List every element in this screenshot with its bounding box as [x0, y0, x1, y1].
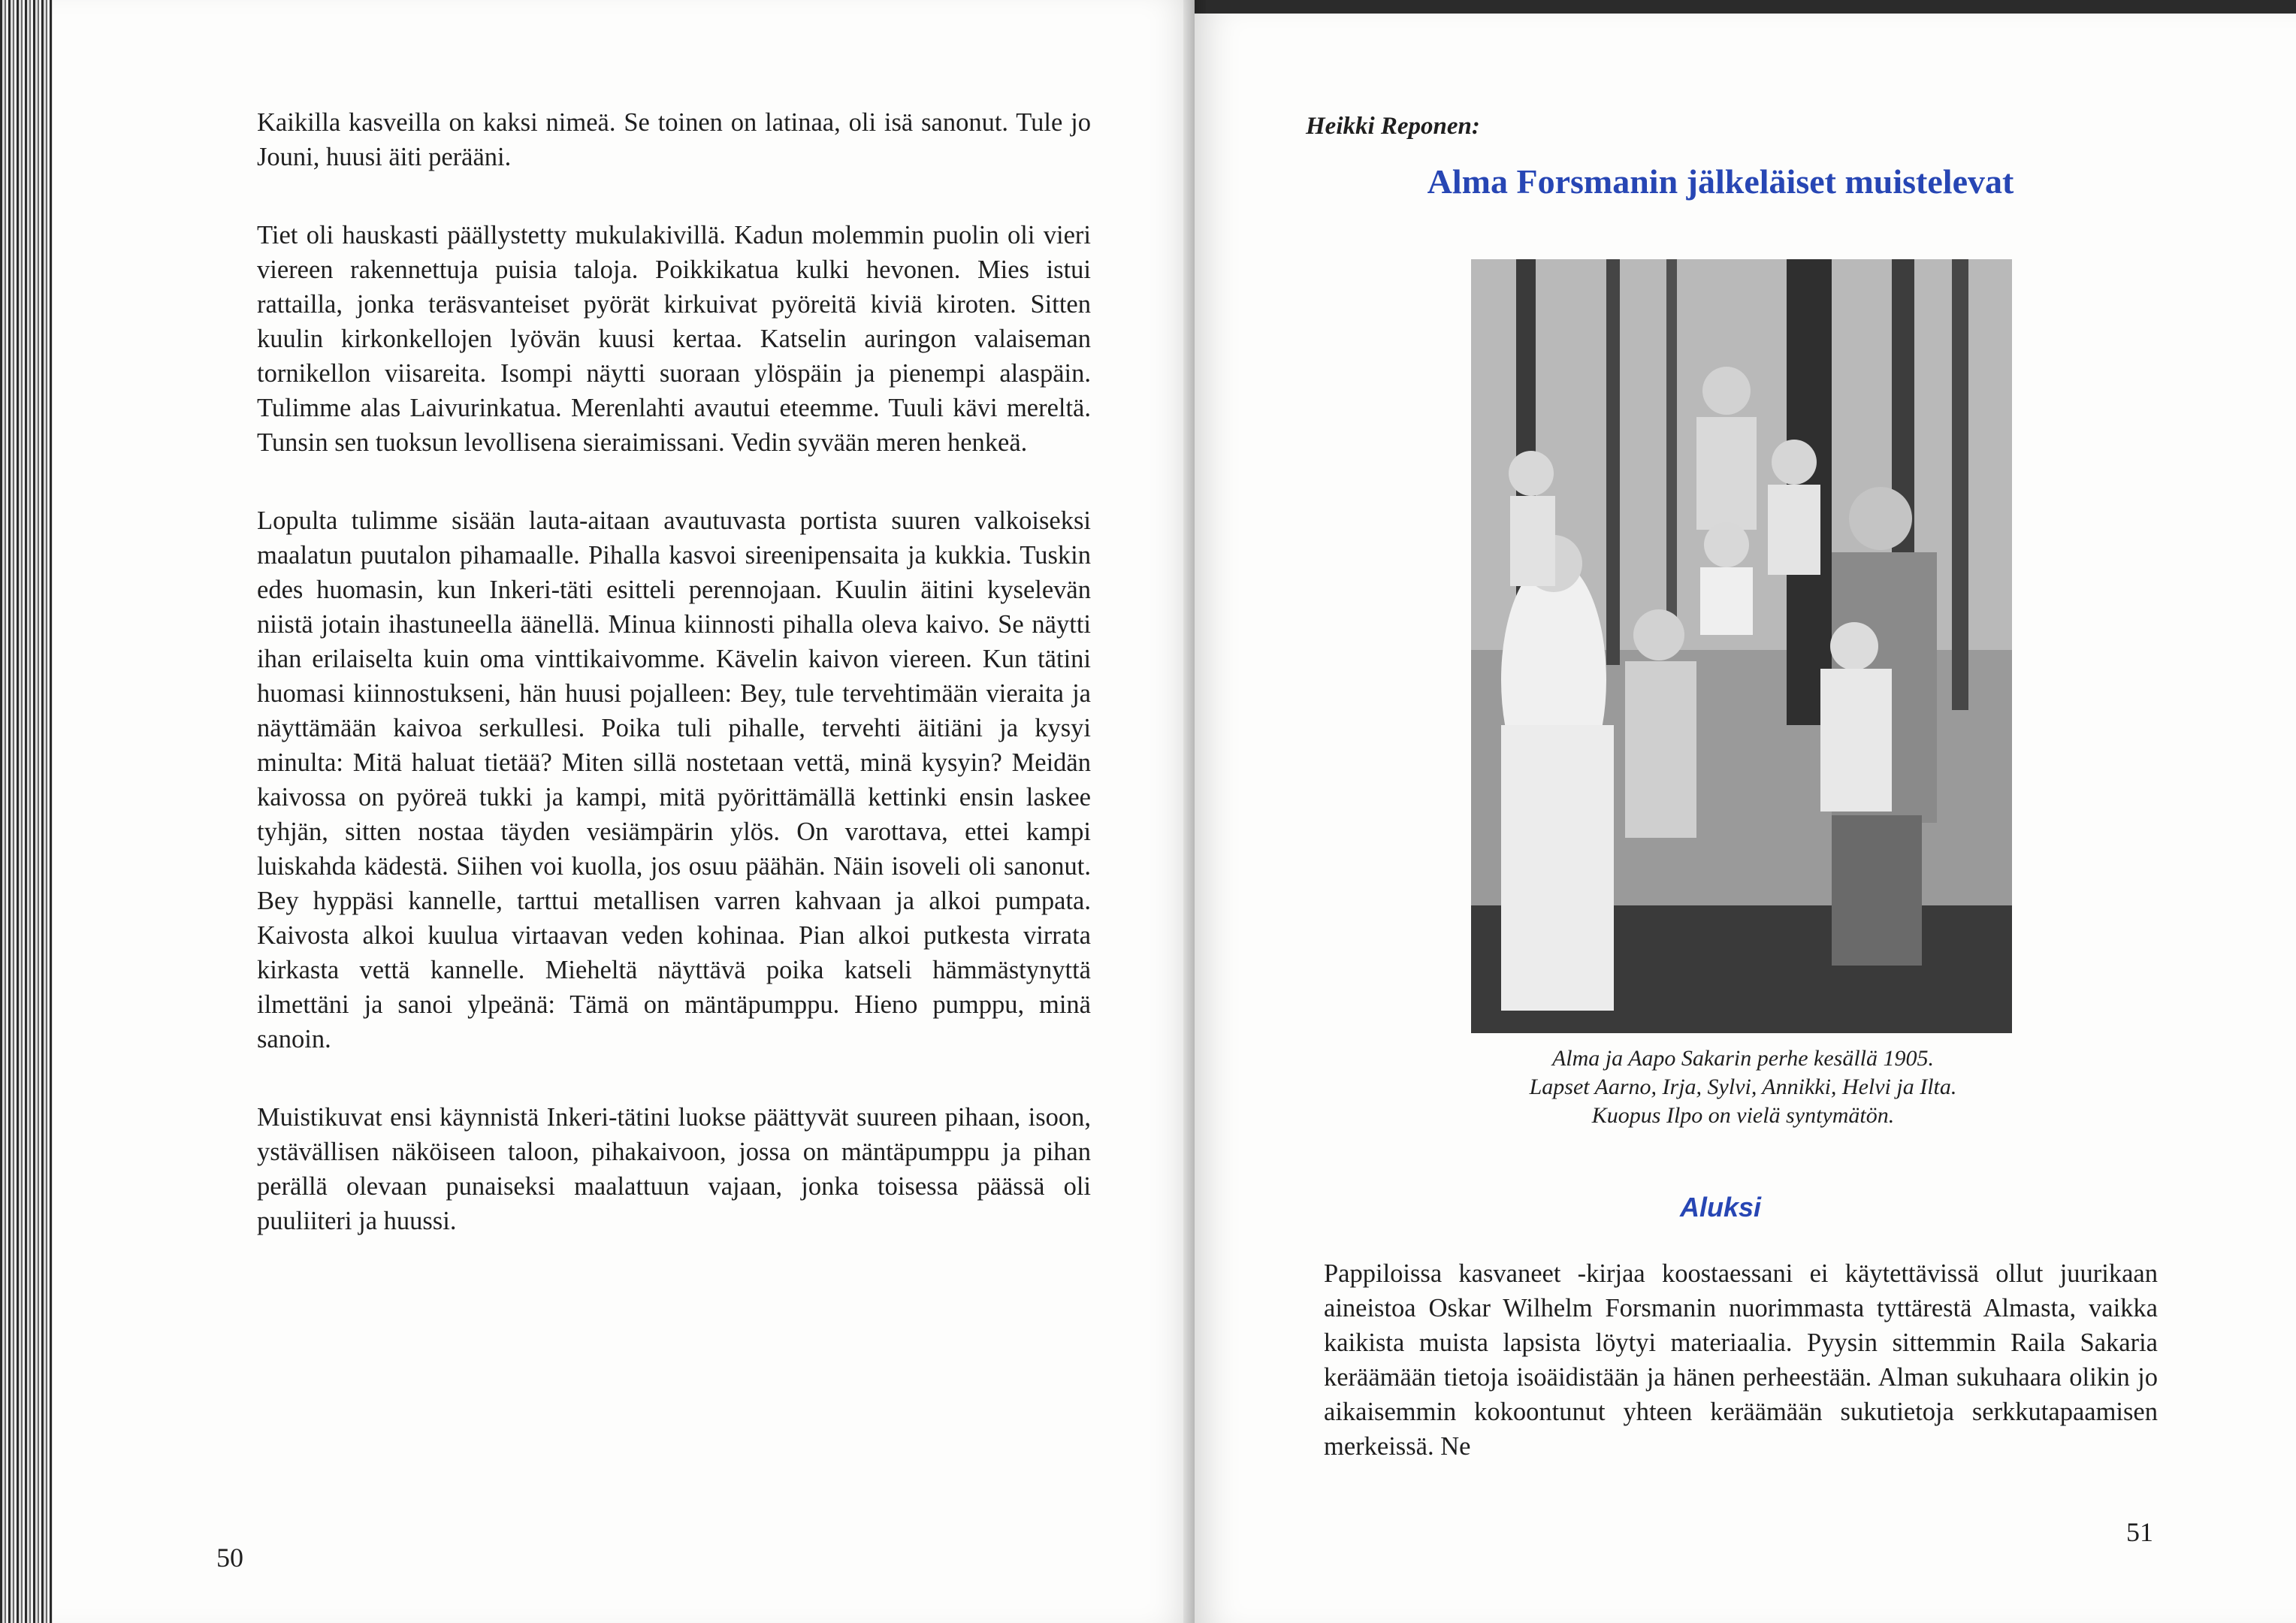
page-number-right: 51 [2126, 1517, 2153, 1547]
chapter-title: Alma Forsmanin jälkeläiset muistelevat [1427, 162, 2014, 201]
scan-edge [1157, 0, 2296, 14]
left-page [53, 0, 1195, 1623]
paragraph: Tiet oli hauskasti päällystetty mukulakivillä. Kadun molemmin puolin oli vieri viereen rakennettuja puisia taloja. Poikkikatua kulki hevonen. Mies istui rattailla, jonka teräsvanteiset pyörät kirkuivat pyöreitä kiviä kiroten. Sitten kuulin kirkonkellojen lyövän kuusi kertaa. Katselin auringon valaiseman tornikellon viisareita. Isompi näytti suoraan ylöspäin ja pienempi alaspäin. Tulimme alas Laivurinkatua. Merenlahti avautui eteemme. Tuuli kävi mereltä. Tunsin sen tuoksun levollisena sieraimissani. Vedin syvään meren henkeä. [257, 221, 1091, 457]
family-photo [1471, 259, 2012, 1033]
caption-line: Alma ja Aapo Sakarin perhe kesällä 1905. [1551, 1046, 1934, 1071]
left-text-column [257, 105, 1091, 1282]
caption-line: Kuopus Ilpo on vielä syntymätön. [1591, 1103, 1895, 1128]
paragraph: Lopulta tulimme sisään lauta-aitaan avautuvasta portista suuren valkoiseksi maalatun puutalon pihamaalle. Pihalla kasvoi sireenipensaita ja kukkia. Tuskin edes huomasin, kun Inkeri-täti esitteli perennojaan. Kuulin äitini kyselevän niistä jotain ihastuneella äänellä. Minua kiinnosti pihalla oleva kaivo. Se näytti ihan erilaiselta kuin oma vinttikaivomme. Kävelin kaivon viereen. Kun tätini huomasi kiinnostukseni, hän huusi pojalleen: Bey, tule tervehtimään vieraita ja näyttämään kaivoa serkullesi. Poika tuli pihalle, tervehti äitiäni ja kysyi minulta: Mitä haluat tietää? Miten sillä nostetaan vettä, minä kysyin? Meidän kaivossa on pyöreä tukki ja kampi, mitä pyörittämällä kettinki ensin laskee tyhjän, sitten nostaa täyden vesiämpärin ylös. On varottava, ettei kampi luiskahda kädestä. Siihen voi kuolla, jos osuu päähän. Näin isoveli oli sanonut. Bey hyppäsi kannelle, tarttui metallisen varren kahvaan ja alkoi pumpata. Kaivosta alkoi kuulua virtaavan veden kohinaa. Pian alkoi putkesta virrata kirkasta vettä kannelle. Mieheltä näyttävä poika katseli hämmästynyttä ilmettäni ja sanoi ylpeänä: Tämä on mäntäpumppu. Hieno pumppu, minä sanoin. [257, 506, 1091, 1053]
paragraph: Muistikuvat ensi käynnistä Inkeri-tätini luokse päättyvät suureen pihaan, isoon, ystävällisen näköiseen taloon, pihakaivoon, jossa on mäntäpumppu ja pihan perällä olevaan punaiseksi maalattuun vajaan, jonka toisessa päässä oli puuliiteri ja huussi. [257, 1103, 1091, 1235]
photo-caption [1390, 1044, 2096, 1130]
paragraph: Kaikilla kasveilla on kaksi nimeä. Se toinen on latinaa, oli isä sanonut. Tule jo Jouni, huusi äiti perääni. [257, 108, 1091, 171]
author-name: Heikki Reponen: [1306, 113, 1480, 140]
section-heading: Aluksi [1679, 1192, 1762, 1223]
family-photo-illustration [1471, 259, 2012, 1033]
right-text-column [1324, 1256, 2158, 1464]
page-number-left: 50 [216, 1543, 243, 1573]
caption-line: Lapset Aarno, Irja, Sylvi, Annikki, Helvi ja Ilta. [1529, 1074, 1957, 1099]
paragraph: Pappiloissa kasvaneet -kirjaa koostaessani ei käytettävissä ollut juurikaan aineistoa Oskar Wilhelm Forsmanin nuorimmasta tyttärestä Almasta, vaikka kaikista muista lapsista löytyi materiaalia. Pyysin sittemmin Raila Sakaria keräämään tietoja isoäidistään ja hänen perheestään. Alman sukuhaara olikin jo aikaisemmin kokoontunut yhteen keräämään sukutietoja serkkutapaamisen merkeissä. Ne [1324, 1259, 2158, 1461]
